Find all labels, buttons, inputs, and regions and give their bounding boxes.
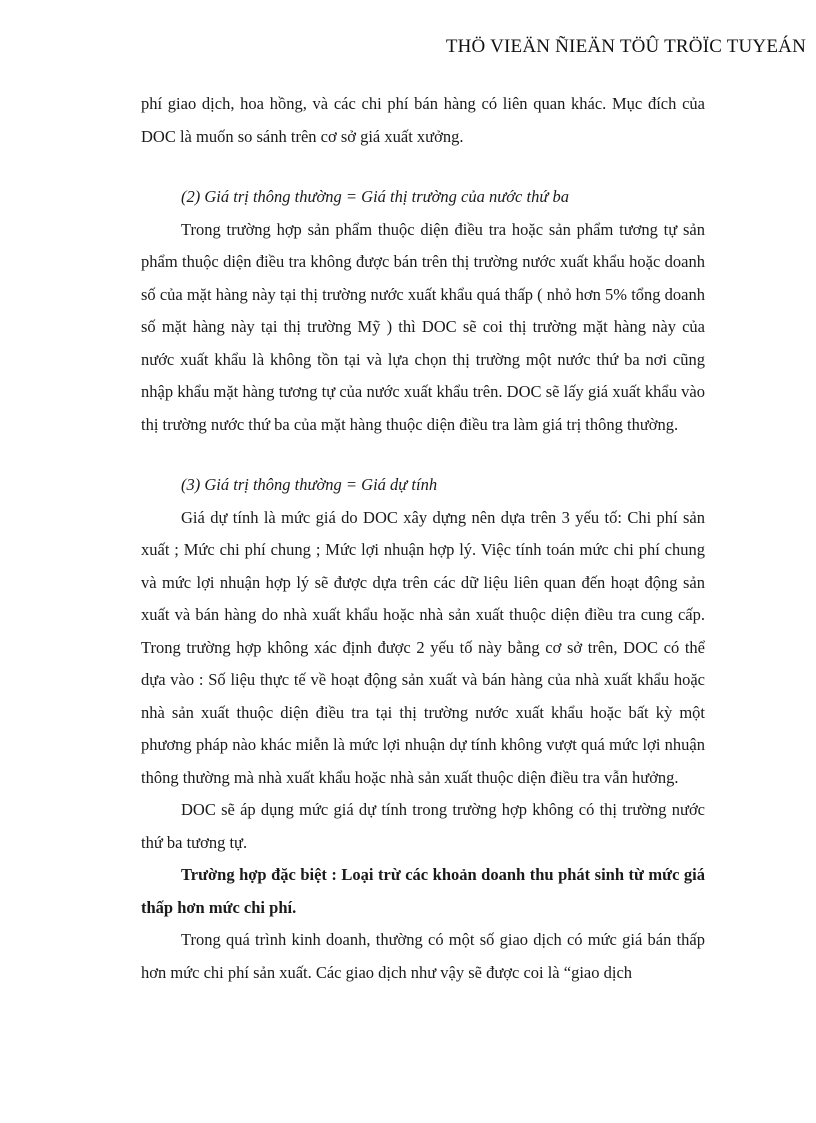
document-body [141,88,705,989]
paragraph-1: phí giao dịch, hoa hồng, và các chi phí bán hàng có liên quan khác. Mục đích của DOC là muốn so sánh trên cơ sở giá xuất xưởng. [141,94,705,146]
section-heading-3: (3) Giá trị thông thường = Giá dự tính [181,475,438,494]
paragraph-2: Trong trường hợp sản phẩm thuộc diện điều tra hoặc sản phẩm tương tự sản phẩm thuộc diện điều tra không được bán trên thị trường nước xuất khẩu hoặc doanh số của mặt hàng này tại thị trường nước xuất khẩu quá thấp ( nhỏ hơn 5% tổng doanh số mặt hàng này tại thị trường Mỹ ) thì DOC sẽ coi thị trường mặt hàng này của nước xuất khẩu là không tồn tại và lựa chọn thị trường một nước thứ ba nơi cũng nhập khẩu mặt hàng tương tự của nước xuất khẩu trên. DOC sẽ lấy giá xuất khẩu vào thị trường nước thứ ba của mặt hàng thuộc diện điều tra làm giá trị thông thường. [141,219,705,434]
spacer [141,441,705,469]
special-case-heading: Trường hợp đặc biệt : Loại trừ các khoản doanh thu phát sinh từ mức giá thấp hơn mức chi phí. [141,865,705,917]
paragraph-6: Trong quá trình kinh doanh, thường có một số giao dịch có mức giá bán thấp hơn mức chi phí sản xuất. Các giao dịch như vậy sẽ được coi là “giao dịch [141,930,705,982]
page-header-title: THÖ VIEÄN ÑIEÄN TÖÛ TRÖÏC TUYEÁN [445,36,806,57]
section-heading-2: (2) Giá trị thông thường = Giá thị trường của nước thứ ba [181,187,569,206]
paragraph-3: Giá dự tính là mức giá do DOC xây dựng nên dựa trên 3 yếu tố: Chi phí sản xuất ; Mức chi phí chung ; Mức lợi nhuận hợp lý. Việc tính toán mức chi phí chung và mức lợi nhuận hợp lý sẽ được dựa trên các dữ liệu liên quan đến hoạt động sản xuất và bán hàng do nhà xuất khẩu hoặc nhà sản xuất thuộc diện điều tra cung cấp. Trong trường hợp không xác định được 2 yếu tố này bằng cơ sở trên, DOC có thể dựa vào : Số liệu thực tế về hoạt động sản xuất và bán hàng của nhà xuất khẩu hoặc nhà sản xuất thuộc diện điều tra tại thị trường nước xuất khẩu hoặc bất kỳ một phương pháp nào khác miễn là mức lợi nhuận dự tính không vượt quá mức lợi nhuận thông thường mà nhà xuất khẩu hoặc nhà sản xuất thuộc diện điều tra vẫn hưởng. [141,507,705,787]
paragraph-4: DOC sẽ áp dụng mức giá dự tính trong trường hợp không có thị trường nước thứ ba tương tự. [141,800,705,852]
spacer [141,153,705,181]
